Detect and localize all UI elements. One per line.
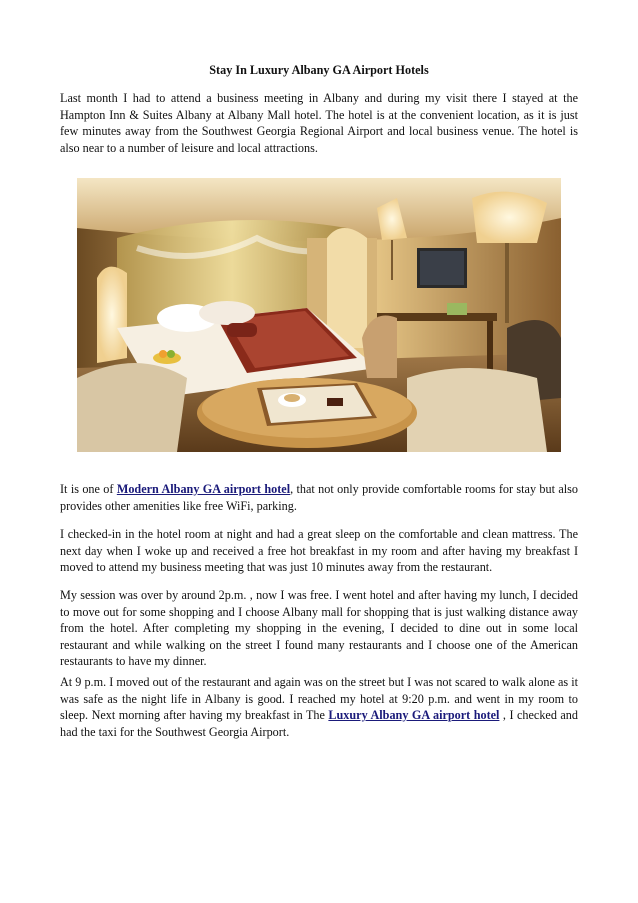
paragraph-intro: Last month I had to attend a business meeting in Albany and during my visit there I stayed at the Hampton Inn & Suites Albany at Albany Mall hotel. The hotel is at the convenient location, as it is just few minutes away from the Southwest Georgia Regional Airport and local business venue. The hotel is also near to a number of leisure and local attractions. [60, 91, 578, 155]
paragraph-shopping: My session was over by around 2p.m. , now I was free. I went hotel and after having my lunch, I decided to move out for some shopping and I choose Albany mall for shopping that is just walking distance away from the hotel. After completing my shopping in the evening, I decided to dine out in some local restaurant and while walking on the street I found many restaurants and I choose one of the American restaurants to have my dinner. [60, 588, 578, 668]
page-title: Stay In Luxury Albany GA Airport Hotels [209, 63, 429, 77]
paragraph-modern-hotel [60, 481, 578, 514]
paragraph-check-in: I checked-in in the hotel room at night and had a great sleep on the comfortable and clean mattress. The next day when I woke up and received a free hot breakfast in my room and after having my breakfast I moved to attend my business meeting that was just 10 minutes away from the restaurant. [60, 527, 578, 574]
paragraph-text: , I checked and had the taxi for the Southwest Georgia Airport. [60, 708, 578, 739]
paragraph-text: It is one of [60, 482, 117, 496]
paragraph-text: , that not only provide comfortable rooms for stay but also provides other amenities like free WiFi, parking. [60, 482, 578, 513]
hotel-room-photo [77, 178, 561, 452]
paragraph-night [60, 674, 578, 740]
luxury-albany-hotel-link[interactable]: Luxury Albany GA airport hotel [328, 708, 500, 722]
modern-albany-hotel-link[interactable]: Modern Albany GA airport hotel [116, 482, 291, 496]
paragraph-text: At 9 p.m. I moved out of the restaurant and again was on the street but I was not scared to walk alone as it was safe as the night life in Albany is good. I reached my hotel at 9:20 p.m. and went in my room to sleep. Next morning after having my breakfast in The [60, 675, 578, 722]
